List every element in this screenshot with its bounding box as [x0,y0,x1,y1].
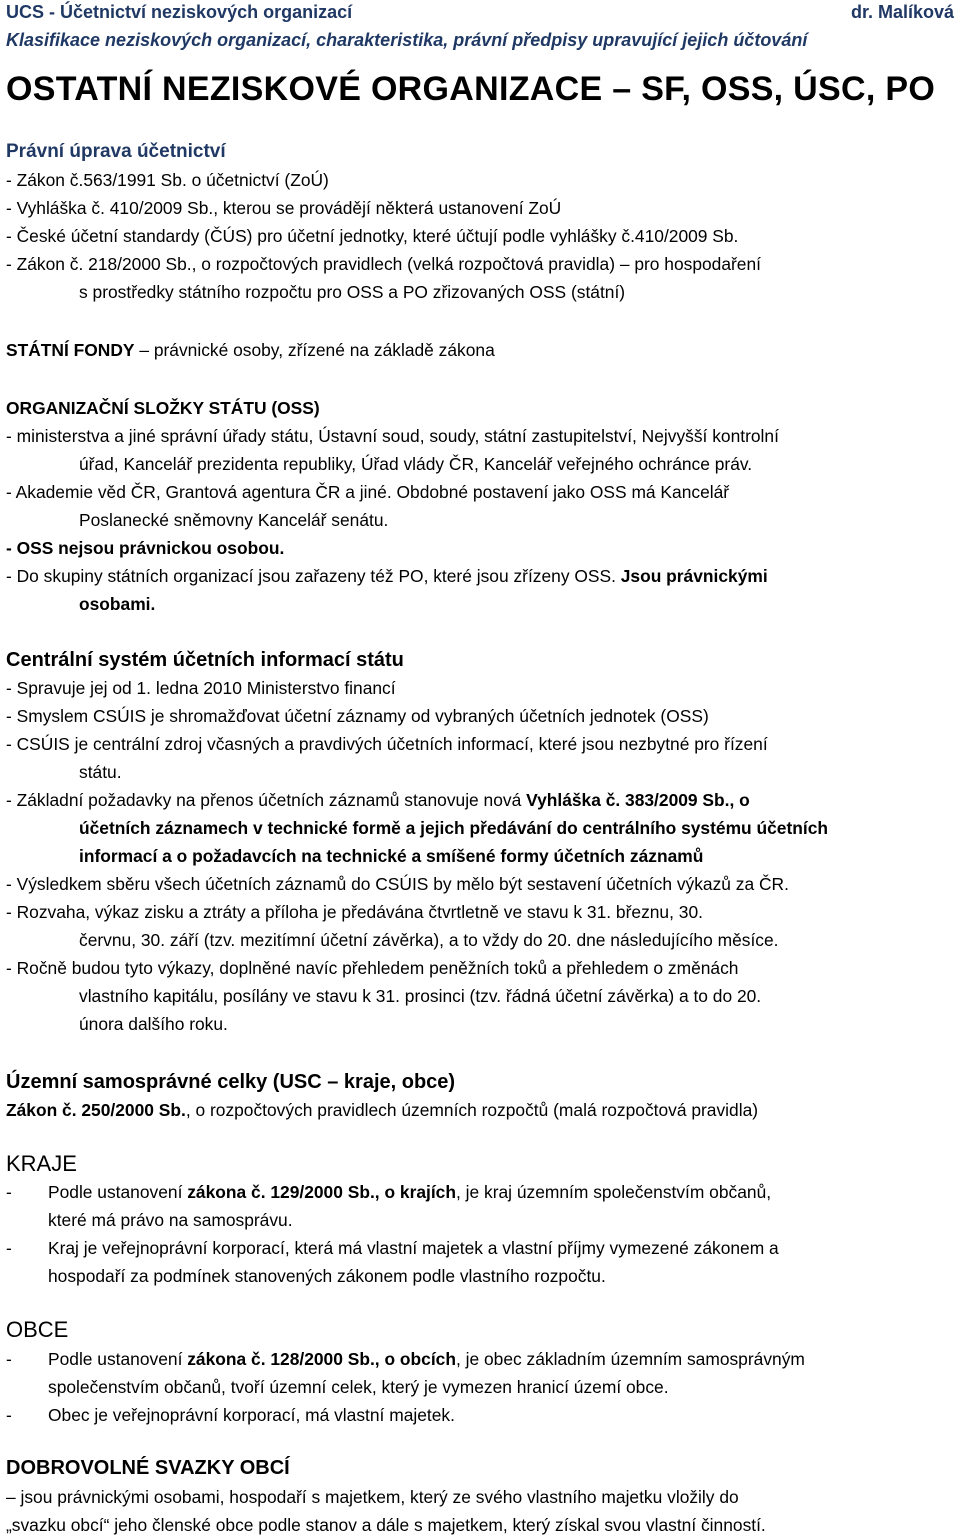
list-dash: - [6,1238,12,1258]
legal-item: - České účetní standardy (ČÚS) pro účetní jednotky, které účtují podle vyhlášky č.410/2009 Sb. [6,226,739,246]
oss-item-text: - Do skupiny státních organizací jsou zařazeny též PO, které jsou zřízeny OSS. [6,566,621,586]
obce-item [6,1345,954,1401]
oss-item: - ministerstva a jiné správní úřady státu, Ústavní soud, soudy, státní zastupitelství, Nejvyšší kontrolní [6,426,779,446]
author-name: dr. Malíková [850,2,954,22]
usc-law [6,1096,954,1124]
usc-heading: Územní samosprávné celky (USC – kraje, obce) [6,1071,456,1093]
usc-law-bold: Zákon č. 250/2000 Sb. [6,1100,186,1120]
kraje-list [6,1178,954,1290]
svazky-line: – jsou právnickými osobami, hospodaří s majetkem, který ze svého vlastního majetku vložily do [6,1487,739,1507]
legal-item: - Zákon č. 218/2000 Sb., o rozpočtových pravidlech (velká rozpočtová pravidla) – pro hospodaření [6,254,761,274]
csuis-item: - Rozvaha, výkaz zisku a ztráty a příloha je předávána čtvrtletně ve stavu k 31. březnu, 30. [6,902,703,922]
csuis-item: - CSÚIS je centrální zdroj včasných a pravdivých účetních informací, které jsou nezbytné pro řízení [6,734,768,754]
obce-item [6,1401,954,1429]
obce-item-text: Podle ustanovení [48,1349,188,1369]
oss-item-bold: Jsou právnickými [620,566,768,586]
oss-item: - OSS nejsou právnickou osobou. [6,538,285,558]
csuis-item-text: - Základní požadavky na přenos účetních záznamů stanovuje nová [6,790,527,810]
kraje-item [6,1234,954,1290]
csuis-item: - Spravuje jej od 1. ledna 2010 Ministerstvo financí [6,678,396,698]
obce-section [6,1316,954,1344]
svazky-line: „svazku obcí“ jeho členské obce podle stanov a dále s majetkem, který získal svou vlastní činností. [6,1515,766,1535]
obce-heading: OBCE [6,1317,69,1342]
page-header [6,2,954,23]
csuis-section [6,646,954,674]
sf-section [6,336,954,364]
csuis-heading: Centrální systém účetních informací státu [6,649,404,671]
kraje-item-text: , je kraj územním společenstvím občanů, [455,1182,772,1202]
csuis-item-cont: vlastního kapitálu, posílány ve stavu k 31. prosinci (tzv. řádná účetní závěrka) a to do 20. [79,986,762,1006]
legal-item: - Zákon č.563/1991 Sb. o účetnictví (ZoÚ) [6,170,329,190]
oss-item-cont: úřad, Kancelář prezidenta republiky, Úřad vlády ČR, Kancelář veřejného ochránce práv. [79,454,753,474]
oss-item [6,562,954,590]
csuis-item: - Ročně budou tyto výkazy, doplněné navíc přehledem peněžních toků a přehledem o změnách [6,958,739,978]
legal-list [6,166,954,306]
oss-item: - Akademie věd ČR, Grantová agentura ČR a jiné. Obdobné postavení jako OSS má Kancelář [6,482,730,502]
usc-law-text: , o rozpočtových pravidlech územních rozpočtů (malá rozpočtová pravidla) [185,1100,759,1120]
course-title: UCS - Účetnictví neziskových organizací [6,2,353,22]
legal-item: - Vyhláška č. 410/2009 Sb., kterou se provádějí některá ustanovení ZoÚ [6,198,562,218]
obce-item-cont: společenstvím občanů, tvoří územní celek, který je vymezen hranicí území obce. [48,1377,669,1397]
legal-heading: Právní úprava účetnictví [6,141,226,162]
page-title: OSTATNÍ NEZISKOVÉ ORGANIZACE – SF, OSS, ÚSC, PO [6,70,936,108]
kraje-item-text: Kraj je veřejnoprávní korporací, která má vlastní majetek a vlastní příjmy vymezené zákonem a [48,1238,779,1258]
kraje-item-text: Podle ustanovení [48,1182,188,1202]
obce-item-text: , je obec základním územním samosprávným [455,1349,805,1369]
obce-list [6,1345,954,1429]
oss-item-cont: Poslanecké sněmovny Kancelář senátu. [79,510,389,530]
csuis-item-cont: informací a o požadavcích na technické a smíšené formy účetních záznamů [79,846,704,866]
csuis-item-cont: února dalšího roku. [79,1014,228,1034]
oss-section [6,394,954,618]
kraje-item-bold: zákona č. 129/2000 Sb., o krajích [187,1182,456,1202]
sf-description: – právnické osoby, zřízené na základě zákona [134,340,495,360]
list-dash: - [6,1182,12,1202]
list-dash: - [6,1405,12,1425]
csuis-item [6,786,954,814]
header-subtitle: Klasifikace neziskových organizací, charakteristika, právní předpisy upravující jejich účtování [6,30,808,50]
legal-section [6,138,954,166]
svazky-text [6,1483,954,1539]
csuis-item-cont: státu. [79,762,122,782]
csuis-item: - Smyslem CSÚIS je shromažďovat účetní záznamy od vybraných účetních jednotek (OSS) [6,706,709,726]
csuis-list [6,674,954,1038]
csuis-item-cont: červnu, 30. září (tzv. mezitímní účetní závěrka), a to vždy do 20. dne následujícího měsíce. [79,930,779,950]
svazky-heading: DOBROVOLNÉ SVAZKY OBCÍ [6,1457,290,1479]
usc-section [6,1068,954,1096]
list-dash: - [6,1349,12,1369]
obce-item-text: Obec je veřejnoprávní korporací, má vlastní majetek. [48,1405,455,1425]
kraje-section [6,1150,954,1178]
kraje-item [6,1178,954,1234]
oss-heading: ORGANIZAČNÍ SLOŽKY STÁTU (OSS) [6,398,320,418]
legal-item-cont: s prostředky státního rozpočtu pro OSS a PO zřizovaných OSS (státní) [79,282,626,302]
kraje-heading: KRAJE [6,1151,77,1176]
csuis-item: - Výsledkem sběru všech účetních záznamů do CSÚIS by mělo být sestavení účetních výkazů za ČR. [6,874,789,894]
kraje-item-cont: které má právo na samosprávu. [48,1210,293,1230]
obce-item-bold: zákona č. 128/2000 Sb., o obcích [187,1349,456,1369]
svazky-section [6,1454,954,1482]
sf-heading: STÁTNÍ FONDY [6,340,135,360]
oss-item-cont: osobami. [79,594,156,614]
csuis-item-bold: Vyhláška č. 383/2009 Sb., o [526,790,750,810]
csuis-item-cont: účetních záznamech v technické formě a jejich předávání do centrálního systému účetních [79,818,828,838]
kraje-item-cont: hospodaří za podmínek stanovených zákonem podle vlastního rozpočtu. [48,1266,606,1286]
